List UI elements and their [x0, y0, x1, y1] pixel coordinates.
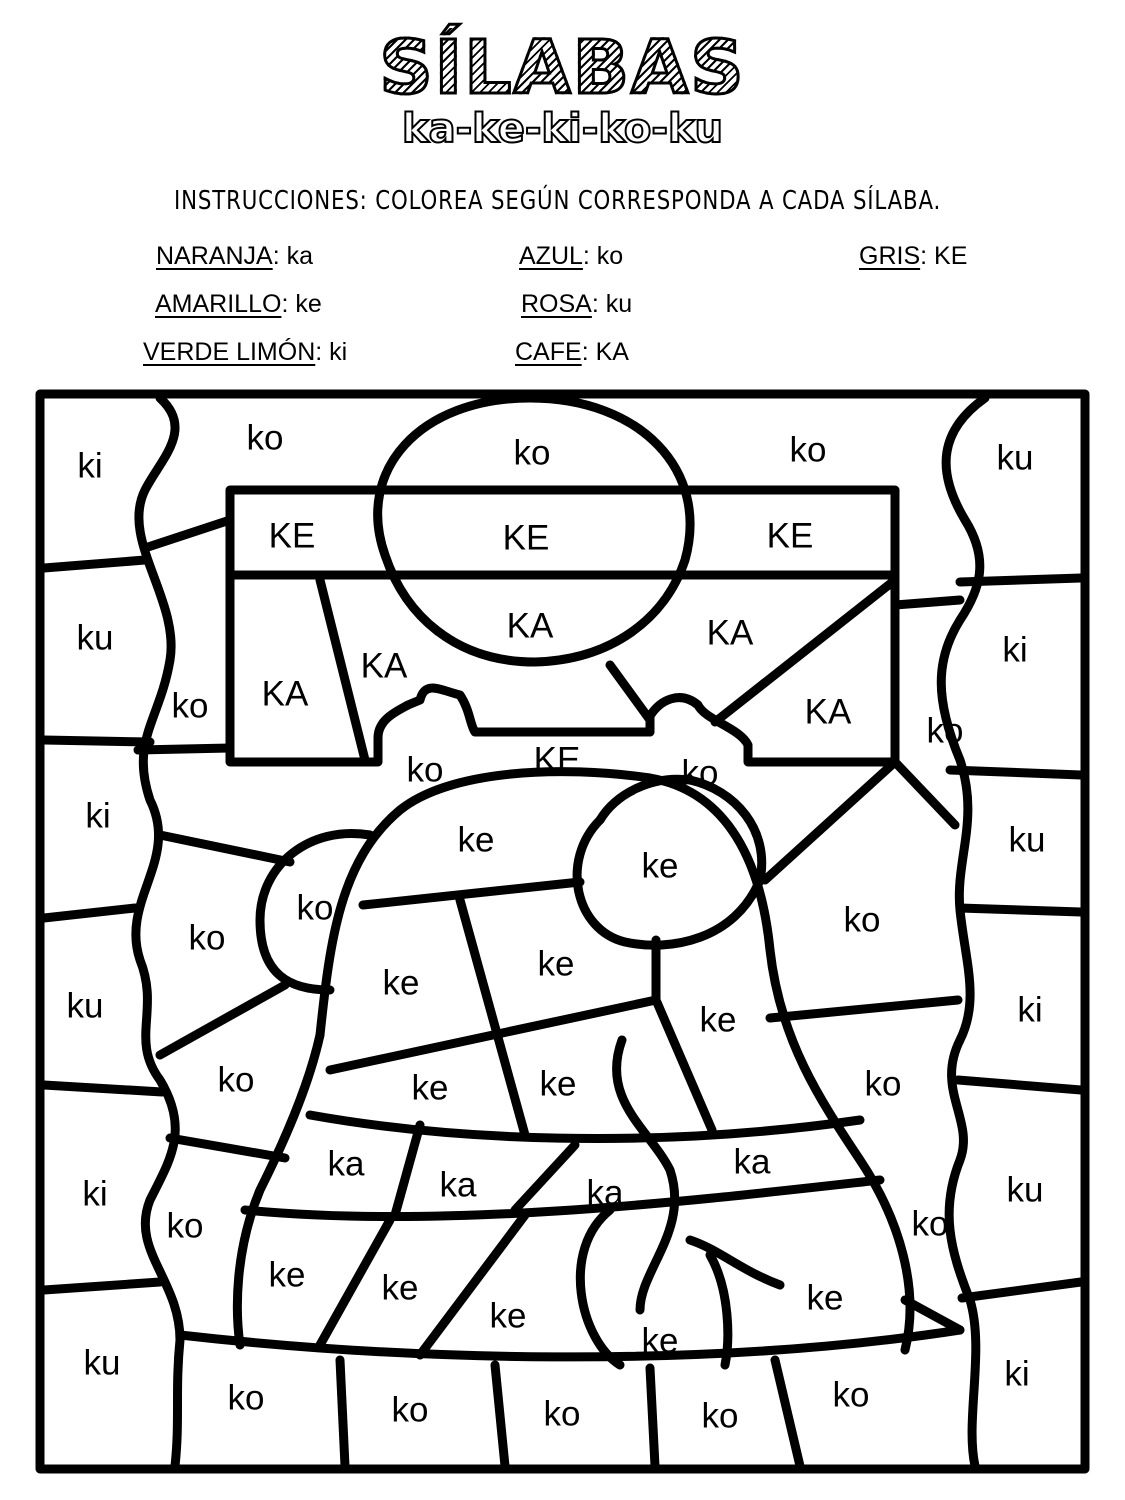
- inner-line: [340, 1360, 345, 1466]
- right-divider: [950, 770, 1081, 775]
- sign-divider: [320, 580, 365, 760]
- legend-color-name: NARANJA: [156, 242, 273, 270]
- cell-label: ko: [832, 1375, 870, 1415]
- right-divider: [960, 578, 1081, 582]
- inner-line: [460, 900, 525, 1135]
- cell-label: KA: [261, 674, 309, 714]
- legend-color-name: VERDE LIMÓN: [143, 338, 316, 366]
- left-divider: [44, 908, 135, 918]
- cell-label: ke: [699, 1000, 737, 1040]
- cell-label: ko: [188, 918, 226, 958]
- inner-line: [160, 835, 290, 862]
- right-divider: [958, 1080, 1081, 1090]
- instructions-text: INSTRUCCIONES: COLOREA SEGÚN CORRESPONDA A CADA SÍLABA.: [174, 186, 942, 216]
- cell-label: ko: [911, 1204, 949, 1244]
- cell-label: ko: [217, 1060, 255, 1100]
- cell-label: ke: [381, 1268, 419, 1308]
- cell-label: ki: [85, 796, 111, 836]
- cell-label: ke: [268, 1255, 306, 1295]
- cell-label: ko: [296, 888, 334, 928]
- cat-leg: [580, 1210, 620, 1365]
- cell-label: ko: [843, 900, 881, 940]
- sign-divider: [610, 665, 650, 720]
- cell-label: ko: [406, 750, 444, 790]
- cell-label: ke: [641, 1321, 679, 1361]
- cell-label: ka: [327, 1144, 365, 1184]
- cell-label: ko: [681, 753, 719, 793]
- cell-label: ku: [66, 986, 104, 1026]
- legend-color-name: ROSA: [521, 290, 592, 318]
- legend-syllable: : ke: [281, 290, 322, 318]
- cell-label: ka: [733, 1142, 771, 1182]
- left-divider: [44, 1282, 160, 1290]
- inner-line: [765, 762, 895, 880]
- cell-label: ki: [1017, 990, 1043, 1030]
- cell-label: KE: [268, 516, 316, 556]
- cell-label: ke: [539, 1064, 577, 1104]
- cell-label: ko: [513, 433, 551, 473]
- legend-color-name: AZUL: [519, 242, 583, 270]
- sign-connector: [895, 600, 960, 605]
- cell-label: ke: [641, 846, 679, 886]
- cell-label: ku: [76, 618, 114, 658]
- cell-label: ki: [1002, 630, 1028, 670]
- cell-label: ko: [391, 1390, 429, 1430]
- cell-label: KA: [506, 606, 554, 646]
- cell-label: ku: [1008, 820, 1046, 860]
- cell-label: ke: [537, 944, 575, 984]
- cell-label: ka: [586, 1173, 624, 1213]
- right-divider: [960, 908, 1081, 912]
- cell-label: ka: [439, 1165, 477, 1205]
- cell-label: ko: [926, 711, 964, 751]
- inner-line: [170, 1138, 285, 1158]
- cell-label: ko: [246, 418, 284, 458]
- cell-label: ko: [789, 430, 827, 470]
- cell-label: ki: [82, 1174, 108, 1214]
- cell-label: KE: [502, 518, 550, 558]
- cell-label: ko: [166, 1206, 204, 1246]
- legend-syllable: : KA: [581, 338, 629, 366]
- worksheet-subtitle: ka-ke-ki-ko-ku: [401, 106, 724, 152]
- left-divider: [44, 740, 150, 742]
- cell-label: ku: [996, 438, 1034, 478]
- inner-line: [515, 1145, 575, 1210]
- inner-line: [770, 1000, 958, 1018]
- legend-syllable: : KE: [920, 242, 968, 270]
- inner-line: [395, 1125, 420, 1215]
- right-wave-border: [941, 398, 985, 1466]
- inner-curve: [310, 1115, 860, 1139]
- legend-syllable: : ku: [591, 290, 633, 318]
- inner-curve: [180, 1330, 960, 1357]
- cell-label: ku: [1006, 1170, 1044, 1210]
- inner-line: [160, 985, 285, 1055]
- inner-line: [495, 1365, 505, 1466]
- right-divider: [962, 1282, 1081, 1298]
- cell-label: ko: [543, 1394, 581, 1434]
- cell-label: ke: [382, 963, 420, 1003]
- worksheet-title: SÍLABAS: [0, 28, 1125, 108]
- cell-label: KE: [766, 516, 814, 556]
- left-divider: [44, 1085, 162, 1092]
- legend-syllable: : ka: [272, 242, 313, 270]
- cat-tail-tip: [690, 1240, 780, 1285]
- cell-label: ke: [489, 1296, 527, 1336]
- inner-line: [650, 1368, 655, 1466]
- legend-color-name: CAFE: [515, 338, 582, 366]
- legend-syllable: : ki: [315, 338, 348, 366]
- inner-line: [363, 882, 580, 905]
- cell-label: ke: [806, 1278, 844, 1318]
- legend-color-name: AMARILLO: [155, 290, 282, 318]
- legend-syllable: : ko: [582, 242, 624, 270]
- inner-line: [320, 1220, 390, 1345]
- cell-label: ko: [227, 1378, 265, 1418]
- cell-label: KA: [804, 692, 852, 732]
- cell-label: ku: [83, 1343, 121, 1383]
- sign-connector: [138, 748, 230, 750]
- cell-label: ko: [864, 1064, 902, 1104]
- sign-connector: [145, 520, 230, 548]
- inner-curve: [245, 1180, 880, 1217]
- cell-label: ko: [701, 1396, 739, 1436]
- inner-line: [775, 1360, 800, 1466]
- cell-label: ko: [171, 686, 209, 726]
- cell-label: ki: [1004, 1354, 1030, 1394]
- cat-leg: [710, 1255, 728, 1365]
- cell-label: ke: [411, 1068, 449, 1108]
- left-divider: [44, 560, 145, 568]
- cell-label: ki: [77, 446, 103, 486]
- cell-label: KA: [706, 613, 754, 653]
- cell-label: KA: [360, 646, 408, 686]
- cell-label: KE: [533, 740, 581, 780]
- cell-label: ke: [457, 820, 495, 860]
- legend-color-name: GRIS: [859, 242, 921, 270]
- cat-tail: [617, 1040, 675, 1310]
